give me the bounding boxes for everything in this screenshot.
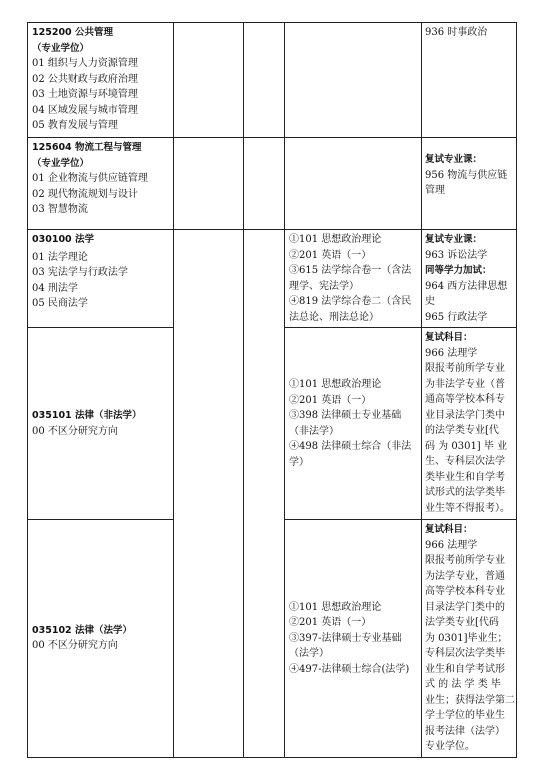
quota-cell	[244, 23, 285, 138]
note-line: 965 行政法学	[425, 311, 488, 323]
direction-item: 04 刑法学	[32, 282, 78, 294]
exam-item: ②201 英语（一）	[289, 249, 372, 261]
direction-item: 03 智慧物流	[32, 204, 88, 215]
exam-item: ①101 思想政治理论	[289, 234, 382, 245]
exam-item: ①101 思想政治理论	[289, 601, 382, 613]
note-line: 966 法理学	[425, 539, 478, 551]
program-table	[27, 22, 517, 758]
program-title: 035102 法律（法学）	[32, 624, 132, 636]
note-line: 业生和自学考试形	[425, 663, 505, 675]
program-cell	[28, 520, 174, 758]
note-line: 管理	[425, 185, 445, 196]
exam-cell	[285, 328, 422, 520]
exam-item: ③398 法律硕士专业基础	[289, 410, 402, 421]
exam-item: 法总论、刑法总论）	[289, 311, 379, 323]
direction-item: 05 民商法学	[32, 298, 88, 309]
program-cell	[28, 138, 174, 230]
notes-title: 复试专业课：	[425, 234, 483, 245]
exam-item: （非法学）	[289, 425, 339, 437]
exam-cell	[285, 138, 422, 230]
note-line: 为法学专业，普通	[425, 570, 505, 582]
program-title: 030100 法学	[32, 234, 94, 245]
note-line: 为 0301]毕业生；	[425, 632, 508, 644]
notes-title-2: 同等学力加试：	[425, 265, 492, 276]
note-line: 学士学位的毕业生	[425, 710, 505, 721]
note-line: 专业学位。	[425, 741, 475, 752]
notes-title: 复试科目：	[425, 524, 473, 535]
direction-item: 05 教育发展与管理	[32, 120, 118, 131]
notes-title: 复试专业课：	[425, 154, 483, 165]
exam-item: ④498 法律硕士综合（非法	[289, 441, 412, 452]
direction-item: 01 法学理论	[32, 251, 88, 263]
note-line: 专科层次法学类毕	[425, 648, 505, 659]
exam-cell	[285, 23, 422, 138]
direction-item: 00 不区分研究方向	[32, 640, 118, 652]
note-line: 963 诉讼法学	[425, 249, 488, 261]
note-line: 通高等学校本科专	[425, 394, 505, 405]
direction-item: 04 区域发展与城市管理	[32, 104, 138, 116]
note-line: 限报考前所学专业	[425, 363, 505, 374]
table-row	[28, 23, 517, 138]
direction-item: 02 公共财政与政府治理	[32, 73, 138, 85]
program-type: （专业学位）	[32, 42, 90, 54]
note-line: 生、专科层次法学	[425, 456, 505, 467]
note-line: 966 法理学	[425, 347, 478, 359]
note-line: 业生；获得法学第二	[425, 694, 515, 706]
note-line: 目录法学门类中的	[425, 601, 505, 613]
note-line: 法学类专业[代码	[425, 617, 499, 628]
notes-cell	[422, 23, 517, 138]
exam-item: ④819 法学综合卷二（含民	[289, 296, 412, 307]
note-line: 高等学校本科专业	[425, 586, 505, 597]
quota-cell	[244, 138, 285, 230]
note-line: 史	[425, 296, 435, 307]
exam-item: 理学、宪法学）	[289, 280, 359, 292]
notes-cell	[422, 520, 517, 758]
notes-cell	[422, 138, 517, 230]
direction-item: 01 组织与人力资源管理	[32, 58, 138, 69]
note-line: 试形式的法学类毕	[425, 487, 505, 498]
note-line: 式 的 法 学 类 毕	[425, 679, 501, 690]
note-line: 业目录法学门类中	[425, 409, 505, 421]
table-row	[28, 138, 517, 230]
program-cell	[28, 328, 174, 520]
note-line: 报考法律（法学）	[425, 725, 505, 737]
program-title: 125200 公共管理	[32, 27, 113, 38]
quota-cell	[244, 230, 285, 758]
notes-cell	[422, 328, 517, 520]
exam-item: ②201 英语（一）	[289, 617, 372, 628]
note-line: 限报考前所学专业	[425, 555, 505, 566]
program-cell	[28, 23, 174, 138]
exam-cell	[285, 230, 422, 328]
exam-item: ④497-法律硕士综合(法学)	[289, 663, 410, 675]
direction-item: 02 现代物流规划与设计	[32, 188, 138, 200]
program-title: 035101 法律（非法学）	[32, 410, 142, 421]
note-line: 的法学类专业[代	[425, 425, 499, 436]
school-cell	[174, 230, 244, 758]
notes-title: 复试科目：	[425, 332, 473, 343]
program-type: （专业学位）	[32, 157, 90, 169]
school-cell	[174, 23, 244, 138]
direction-item: 03 宪法学与行政法学	[32, 267, 128, 278]
direction-item: 01 企业物流与供应链管理	[32, 173, 148, 184]
table-row	[28, 230, 517, 328]
exam-cell	[285, 520, 422, 758]
exam-item: （法学）	[289, 648, 329, 659]
program-cell	[28, 230, 174, 328]
note-line: 类毕业生和自学考	[425, 471, 505, 483]
note-line: 码 为 0301] 毕 业	[425, 440, 508, 452]
direction-item: 03 土地资源与环境管理	[32, 89, 138, 100]
exam-item: ②201 英语（一）	[289, 394, 372, 406]
exam-item: 学）	[289, 456, 309, 468]
note-line: 为非法学专业（普	[425, 378, 505, 390]
program-title: 125604 物流工程与管理	[32, 142, 142, 153]
exam-item: ③615 法学综合卷一（含法	[289, 265, 412, 276]
direction-item: 00 不区分研究方向	[32, 425, 118, 437]
note-line: 业生等不得报考）。	[425, 502, 510, 514]
notes-cell	[422, 230, 517, 328]
note-line: 956 物流与供应链	[425, 169, 508, 181]
exam-item: ①101 思想政治理论	[289, 379, 382, 390]
note-line: 936 时事政治	[425, 27, 488, 38]
note-line: 964 西方法律思想	[425, 280, 508, 292]
school-cell	[174, 138, 244, 230]
exam-item: ③397-法律硕士专业基础	[289, 632, 402, 644]
